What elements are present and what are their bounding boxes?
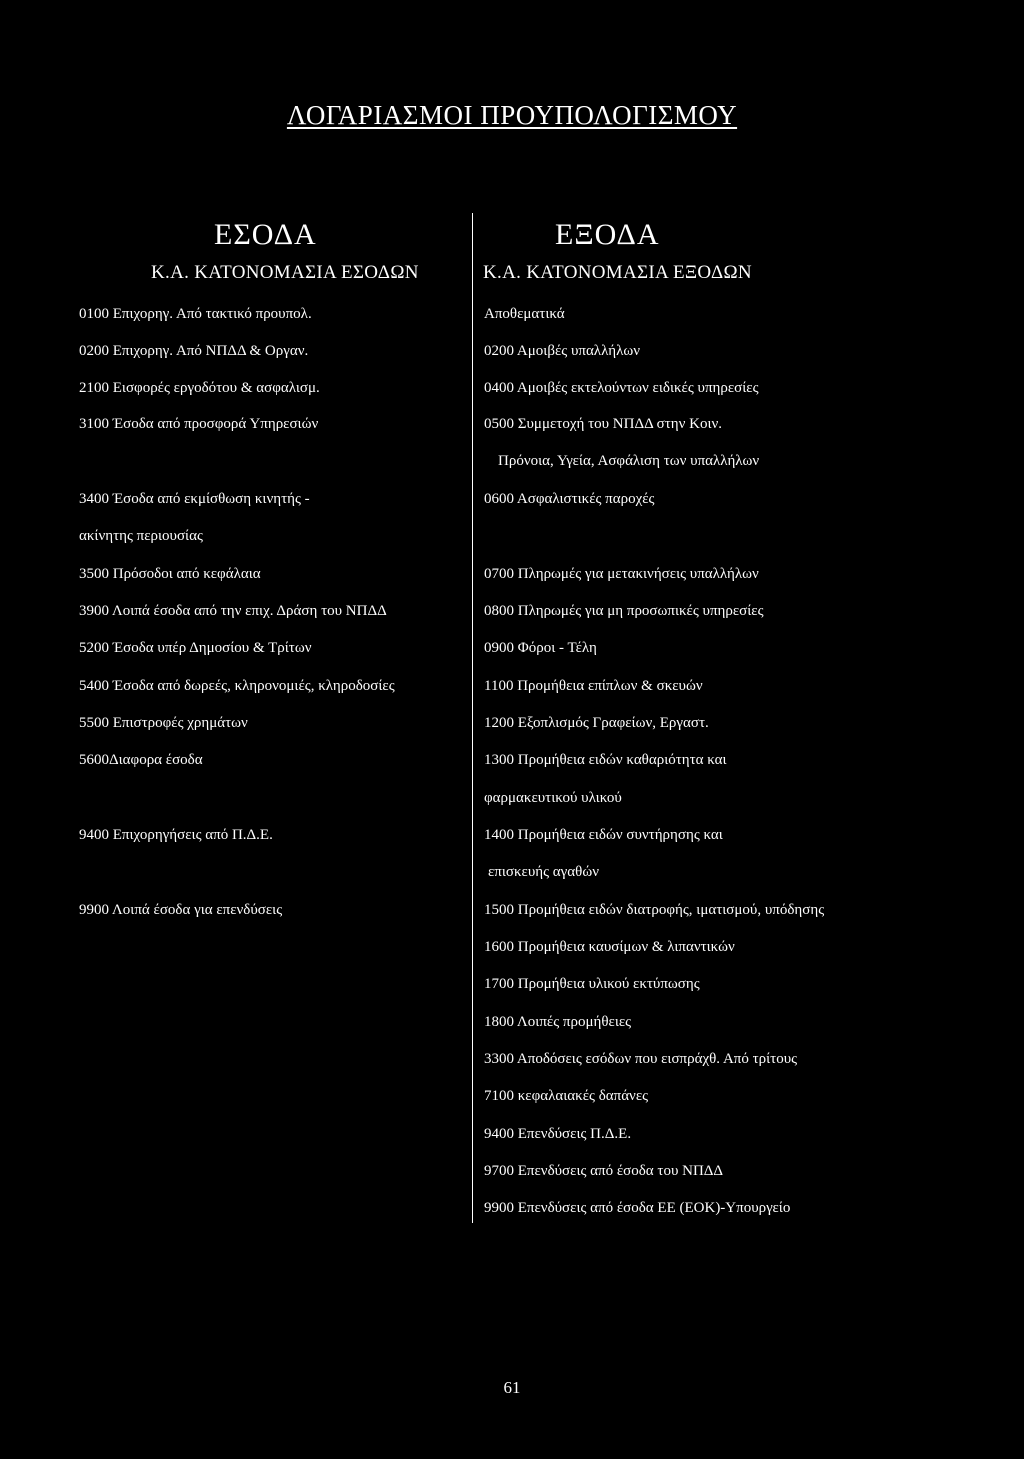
income-row: 5400 Έσοδα από δωρεές, κληρονομιές, κληροδοσίες: [79, 678, 395, 694]
expense-row: 1500 Προμήθεια ειδών διατροφής, ιματισμού, υπόδησης: [484, 902, 825, 918]
income-subheading: Κ.Α. ΚΑΤΟΝΟΜΑΣΙΑ ΕΣΟΔΩΝ: [151, 262, 419, 283]
expense-row: 9400 Επενδύσεις Π.Δ.Ε.: [484, 1126, 632, 1142]
income-row: 9900 Λοιπά έσοδα για επενδύσεις: [79, 902, 283, 918]
income-row: ακίνητης περιουσίας: [79, 528, 203, 544]
expense-row: 0700 Πληρωμές για μετακινήσεις υπαλλήλων: [484, 566, 759, 582]
expense-row: 9900 Επενδύσεις από έσοδα ΕΕ (ΕΟΚ)-Υπουργείο: [484, 1200, 791, 1216]
expense-row: 1200 Εξοπλισμός Γραφείων, Εργαστ.: [484, 715, 709, 731]
expense-row: Αποθεματικά: [484, 306, 565, 322]
income-row: 3100 Έσοδα από προσφορά Υπηρεσιών: [79, 416, 319, 432]
expense-row: 1800 Λοιπές προμήθειες: [484, 1014, 632, 1030]
expense-row: 1100 Προμήθεια επίπλων & σκευών: [484, 678, 703, 694]
expense-row: 0900 Φόροι - Τέλη: [484, 640, 597, 656]
expense-row: 1400 Προμήθεια ειδών συντήρησης και: [484, 827, 723, 843]
expense-row: 0500 Συμμετοχή του ΝΠΔΔ στην Κοιν.: [484, 416, 723, 432]
expense-row: 1600 Προμήθεια καυσίμων & λιπαντικών: [484, 939, 735, 955]
income-row: 5600Διαφορα έσοδα: [79, 752, 203, 768]
expenses-subheading: Κ.Α. ΚΑΤΟΝΟΜΑΣΙΑ ΕΞΟΔΩΝ: [483, 262, 752, 283]
expense-row: 9700 Επενδύσεις από έσοδα του ΝΠΔΔ: [484, 1163, 724, 1179]
income-row: 0200 Επιχορηγ. Από ΝΠΔΔ & Οργαν.: [79, 343, 309, 359]
column-divider: [472, 213, 473, 1223]
expense-row: 7100 κεφαλαιακές δαπάνες: [484, 1088, 649, 1104]
expenses-heading: ΕΞΟΔΑ: [555, 218, 660, 251]
expense-row: 0400 Αμοιβές εκτελούντων ειδικές υπηρεσίες: [484, 380, 759, 396]
expense-row: επισκευής αγαθών: [488, 864, 599, 880]
income-row: 3400 Έσοδα από εκμίσθωση κινητής -: [79, 491, 310, 507]
expense-row: φαρμακευτικού υλικού: [484, 790, 622, 806]
income-row: 3500 Πρόσοδοι από κεφάλαια: [79, 566, 261, 582]
income-heading: ΕΣΟΔΑ: [214, 218, 317, 251]
expense-row: 3300 Αποδόσεις εσόδων που εισπράχθ. Από τρίτους: [484, 1051, 798, 1067]
page-number: 61: [503, 1378, 521, 1397]
expense-row: 1700 Προμήθεια υλικού εκτύπωσης: [484, 976, 700, 992]
income-row: 0100 Επιχορηγ. Από τακτικό προυπολ.: [79, 306, 312, 322]
page-title: ΛΟΓΑΡΙΑΣΜΟΙ ΠΡΟΥΠΟΛΟΓΙΣΜΟΥ: [286, 100, 738, 130]
expense-row: 0200 Αμοιβές υπαλλήλων: [484, 343, 640, 359]
income-row: 2100 Εισφορές εργοδότου & ασφαλισμ.: [79, 380, 320, 396]
expense-row: Πρόνοια, Υγεία, Ασφάλιση των υπαλλήλων: [498, 453, 760, 469]
income-row: 5200 Έσοδα υπέρ Δημοσίου & Τρίτων: [79, 640, 312, 656]
expense-row: 0800 Πληρωμές για μη προσωπικές υπηρεσίες: [484, 603, 764, 619]
expense-row: 0600 Ασφαλιστικές παροχές: [484, 491, 655, 507]
income-row: 9400 Επιχορηγήσεις από Π.Δ.Ε.: [79, 827, 273, 843]
expense-row: 1300 Προμήθεια ειδών καθαριότητα και: [484, 752, 727, 768]
income-row: 5500 Επιστροφές χρημάτων: [79, 715, 248, 731]
income-row: 3900 Λοιπά έσοδα από την επιχ. Δράση του ΝΠΔΔ: [79, 603, 387, 619]
